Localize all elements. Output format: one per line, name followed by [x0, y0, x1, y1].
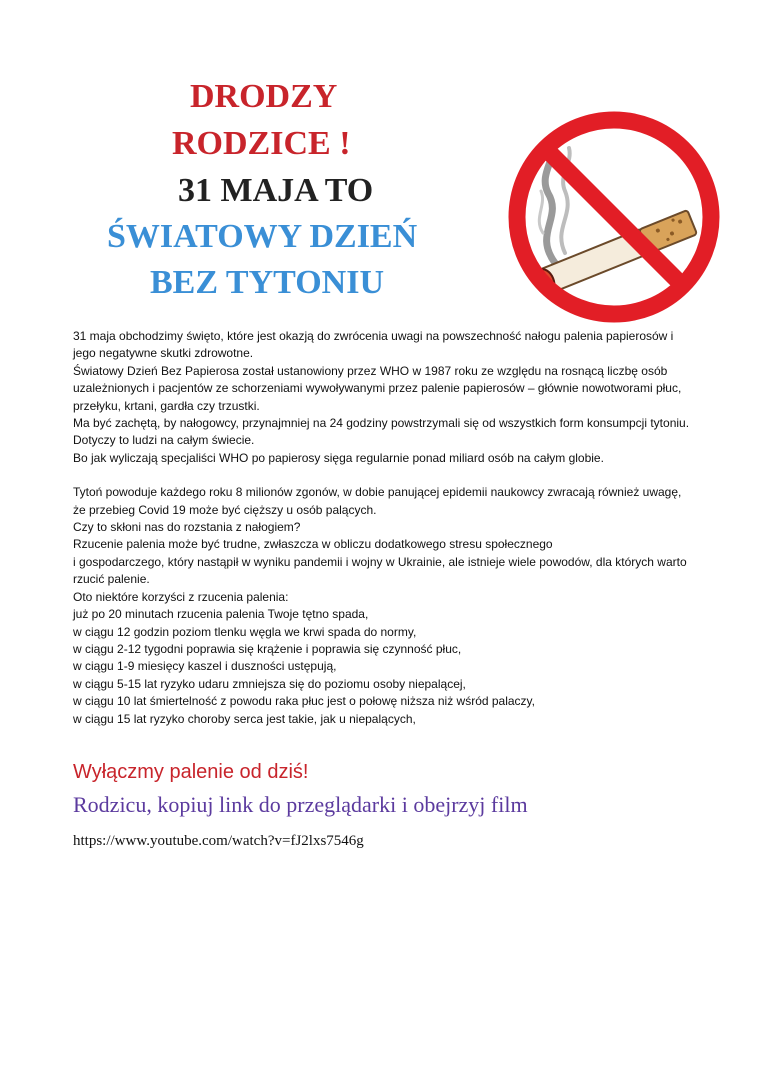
paragraph-gap: [73, 467, 693, 484]
title-line-drodzy: DRODZY: [190, 78, 338, 115]
body-line: Oto niektóre korzyści z rzucenia palenia:: [73, 589, 289, 604]
body-line: Czy to skłoni nas do rozstania z nałogiem?: [73, 520, 301, 535]
body-line: Rzucenie palenia może być trudne, zwłaszcza w obliczu dodatkowego stresu społecznego: [73, 537, 553, 552]
body-line: i gospodarczego, który nastąpił w wyniku pandemii i wojny w Ukrainie, ale istnieje wiele powodów, dla których warto rzucić palenie.: [73, 554, 687, 587]
benefit-item: w ciągu 10 lat śmiertelność z powodu raka płuc jest o połowę niższa niż wśród palaczy,: [73, 694, 535, 709]
body-line: Dotyczy to ludzi na całym świecie.: [73, 433, 255, 448]
video-link[interactable]: https://www.youtube.com/watch?v=fJ2lxs7546g: [73, 833, 364, 849]
benefit-item: w ciągu 5-15 lat ryzyko udaru zmniejsza się do poziomu osoby niepalącej,: [73, 676, 466, 691]
body-line: Tytoń powoduje każdego roku 8 milionów zgonów, w dobie panującej epidemii naukowcy zwracają również uwagę, że przebieg Covid 19 może być cięższy u osób palących.: [73, 485, 682, 517]
video-subtitle: Rodzicu, kopiuj link do przeglądarki i obejrzyj film: [73, 792, 528, 817]
benefit-item: już po 20 minutach rzucenia palenia Twoje tętno spada,: [73, 607, 369, 622]
body-line: Światowy Dzień Bez Papierosa został ustanowiony przez WHO w 1987 roku ze względu na rosnącą liczbę osób uzależnionych i pacjentów ze schorzeniami wywoływanymi przez palenie papierosów – głównie nowotworami płuc, przełyku, krtani, gardła czy trzustki.: [73, 363, 682, 413]
body-line: Ma być zachętą, by nałogowcy, przynajmniej na 24 godziny powstrzymali się od wszystkich form konsumpcji tytoniu.: [73, 416, 690, 431]
benefit-item: w ciągu 15 lat ryzyko choroby serca jest takie, jak u niepalących,: [73, 711, 416, 726]
title-line-rodzice: RODZICE !: [172, 125, 351, 162]
benefit-item: w ciągu 2-12 tygodni poprawia się krążenie i poprawia się czynność płuc,: [73, 641, 462, 656]
call-to-action: Wyłączmy palenie od dziś!: [73, 761, 309, 783]
body-line: 31 maja obchodzimy święto, które jest okazją do zwrócenia uwagi na powszechność nałogu palenia papierosów i jego negatywne skutki zdrowotne.: [73, 329, 674, 361]
no-smoking-icon: [503, 103, 725, 331]
body-line: Bo jak wyliczają specjaliści WHO po papierosy sięga regularnie ponad miliard osób na całym globie.: [73, 450, 604, 465]
body-text: [73, 328, 693, 728]
title-line-date: 31 MAJA TO: [178, 172, 374, 209]
title-line-no-tobacco: BEZ TYTONIU: [150, 264, 384, 301]
benefit-item: w ciągu 12 godzin poziom tlenku węgla we krwi spada do normy,: [73, 624, 417, 639]
title-line-world-day: ŚWIATOWY DZIEŃ: [107, 218, 418, 255]
benefit-item: w ciągu 1-9 miesięcy kaszel i duszności ustępują,: [73, 659, 337, 674]
